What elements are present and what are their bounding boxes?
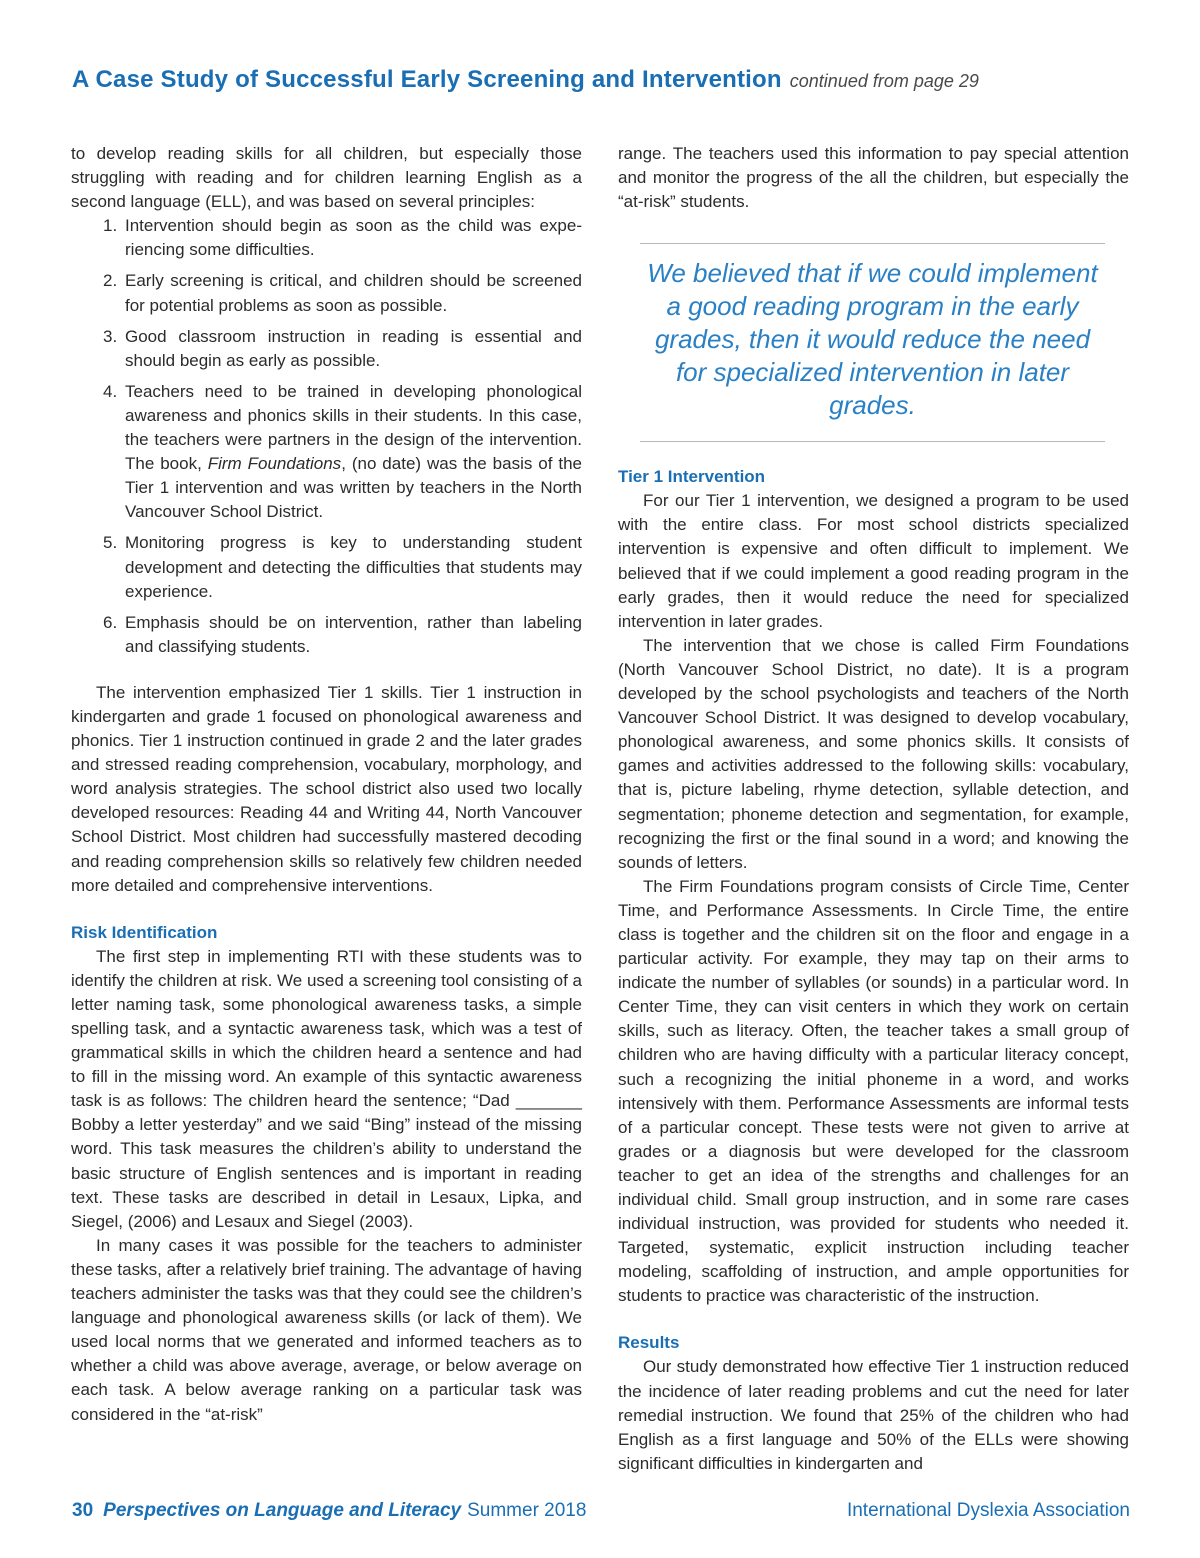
fill-in-blank: _______ — [515, 1091, 582, 1111]
article-header — [72, 66, 1132, 94]
tier1-paragraph-2: The intervention that we chose is called Firm Foundations (North Vancouver School District, no date). It is a program developed by the school psychologists and teachers of the North Vancouver School District. It was designed to develop vocabulary, phonological awareness, and some phonics skills. It consists of games and activities addressed to the following skills: vocabulary, that is, picture labeling, rhyme detection, syllable detection, and segmentation; phoneme detection and segmentation, for example, recognizing the first or the final sound in a word; and knowing the sounds of letters. — [618, 635, 1129, 872]
pull-quote: We believed that if we could implement a good reading program in the early grades, then it would reduce the need for specialized intervention in later grades. — [640, 243, 1105, 442]
results-paragraph: Our study demonstrated how effective Tier 1 instruction reduced the incidence of later reading problems and cut the need for later remedial instruction. We found that 25% of the children who had English as a first language and 50% of the ELLs were showing significant difficulties in kindergarten and — [618, 1357, 1129, 1473]
risk-paragraph-2: In many cases it was possible for the teachers to administer these tasks, after a relatively brief training. The advantage of having teachers administer the tasks was that they could see the children’s language and phonological awareness skills (or lack of them). We used local norms that we generated and informed teachers as to whether a child was above average, average, or below average on each task. A below average ranking on a particular task was considered in the “at-risk” — [71, 1235, 582, 1424]
page-number: 30 — [72, 1500, 94, 1521]
publication-name: Perspectives on Language and Literacy — [103, 1500, 462, 1521]
tier1-paragraph-1: For our Tier 1 intervention, we designed a program to be used with the entire class. For most school districts specialized intervention is expensive and often difficult to implement. We believed that if we could implement a good reading program in the early grades, then it would reduce the need for specialized intervention in later grades. — [618, 491, 1129, 631]
page-footer — [72, 1500, 1130, 1522]
tier1-intervention-heading: Tier 1 Intervention — [618, 467, 766, 487]
tier1-paragraph: The intervention emphasized Tier 1 skills. Tier 1 instruction in kindergarten and grade 1 focused on phonological awareness and phonics. Tier 1 instruction continued in grade 2 and the later grades and stressed reading comprehension, vocabulary, morphology, and word analysis strategies. The school district also used two locally developed resources: Reading 44 and Writing 44, North Vancouver School District. Most children had successfully mastered decoding and reading comprehension skills so relatively few children needed more detailed and comprehensive interventions. — [71, 682, 582, 895]
risk-paragraph-1: The first step in implementing RTI with these students was to identify the children at risk. We used a screening tool consisting of a letter naming task, some phonological awareness tasks, a simple spelling task, and a syntactic awareness task, which was a test of grammatical skills in which the children heard a sentence and had to fill in the missing word. An example of this syntactic awareness task is as follows: The children heard the sentence; “Dad _______ Bobby a letter yesterday” and we said “Bing” instead of the missing word. This task measures the children’s ability to understand the basic structure of English sentences and is important in reading text. These tasks are described in detail in Lesaux, Lipka, and Siegel, (2006) and Lesaux and Siegel (2003). — [71, 946, 582, 1231]
risk-identification-heading: Risk Identification — [71, 922, 218, 942]
list-item: 2. Early screening is critical, and children should be screened for potential problems as soon as possible. — [103, 271, 582, 315]
list-item: 1. Intervention should begin as soon as the child was experiencing some difficulties. — [103, 216, 582, 260]
principles-list — [71, 214, 582, 659]
results-heading: Results — [618, 1333, 680, 1353]
book-title: Firm Foundations — [207, 454, 342, 474]
continued-paragraph: range. The teachers used this information to pay special attention and monitor the progress of the all the children, but especially the “at-risk” students. — [618, 144, 1129, 212]
list-item: 4. Teachers need to be trained in developing phonological awareness and phonics skills in their students. In this case, the teachers were partners in the design of the intervention. The book, Firm Foundations, (no date) was the basis of the Tier 1 intervention and was written by teachers in the North Vancouver School District. — [103, 381, 582, 522]
list-item: 5. Monitoring progress is key to understanding student development and detecting the difficulties that students may experience. — [103, 533, 582, 601]
right-column — [618, 142, 1129, 1476]
list-item: 3. Good classroom instruction in reading is essential and should begin as early as possible. — [103, 326, 582, 370]
intro-paragraph: to develop reading skills for all children, but especially those struggling with reading and for children learning English as a second language (ELL), and was based on several principles: — [71, 144, 582, 212]
continued-note: continued from page 29 — [789, 71, 979, 91]
list-item: 6. Emphasis should be on intervention, rather than labeling and classifying students. — [103, 612, 582, 656]
issue-date: Summer 2018 — [467, 1500, 587, 1521]
article-title: A Case Study of Successful Early Screening and Intervention — [72, 66, 782, 93]
organization-name: International Dyslexia Association — [846, 1500, 1130, 1521]
left-column — [71, 142, 582, 1427]
tier1-paragraph-3: The Firm Foundations program consists of Circle Time, Center Time, and Performance Assessments. In Circle Time, the entire class is together and the children sit on the floor and engage in a particular activity. For example, they may tap on their arms to indicate the number of syllables (or sounds) in a particular word. In Center Time, they can visit centers in which they work on certain skills, such as literacy. Often, the teacher takes a small group of children who are having difficulty with a particular literacy concept, such a recognizing the initial phoneme in a word, and works intensively with them. Performance Assessments are informal tests of a particular concept. These tests were not given to arrive at grades or a diagnosis but were developed for the classroom teacher to get an idea of the strengths and challenges for an individual child. Small group instruction, and in some rare cases individual instruction, was provided for students who needed it. Targeted, systematic, explicit instruction including teacher modeling, scaffolding of instruction, and ample opportunities for students to practice was characteristic of the instruction. — [618, 876, 1129, 1306]
